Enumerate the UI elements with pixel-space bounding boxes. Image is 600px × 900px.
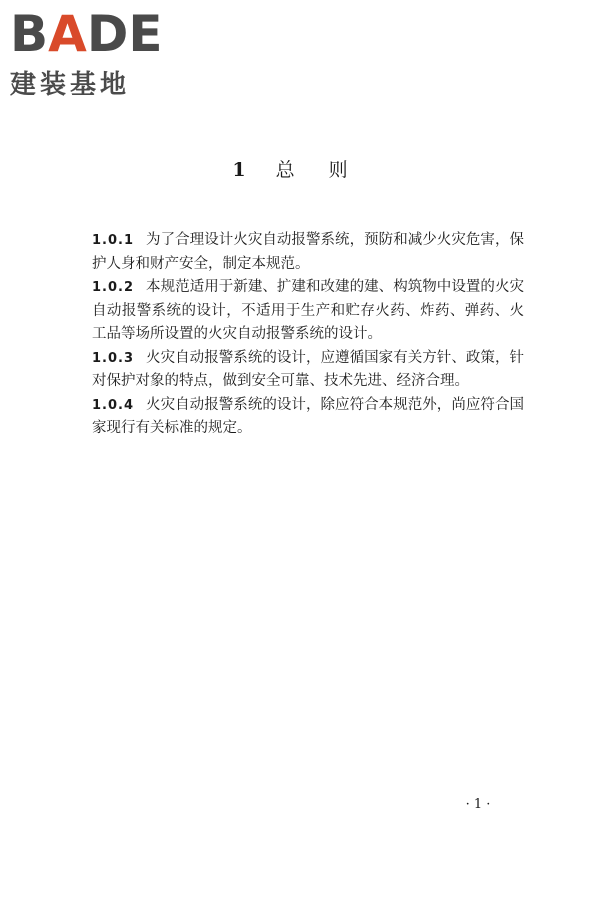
logo-letter-a-accent: A	[48, 5, 87, 63]
logo-letter-b: B	[10, 5, 49, 63]
clause-text: 本规范适用于新建、扩建和改建的建、构筑物中设置的火灾自动报警系统的设计，不适用于生产和贮存火药、炸药、弹药、火工品等场所设置的火灾自动报警系统的设计。	[92, 279, 524, 342]
clause-1-0-4	[92, 394, 524, 441]
clause-number: 1.0.2	[92, 280, 135, 295]
clause-number: 1.0.1	[92, 233, 135, 248]
chapter-number: 1	[232, 159, 246, 181]
logo-wordmark	[10, 6, 163, 62]
chapter-title	[0, 156, 600, 184]
page-number: · 1 ·	[465, 797, 491, 812]
clause-number: 1.0.4	[92, 397, 135, 413]
logo-subtitle: 建装基地	[10, 70, 131, 100]
logo-letters-de: DE	[86, 5, 163, 63]
clause-text: 火灾自动报警系统的设计，应遵循国家有关方针、政策，针对保护对象的特点，做到安全可靠、技术先进、经济合理。	[92, 349, 524, 389]
clause-number: 1.0.3	[92, 350, 135, 366]
chapter-title-part2: 则	[328, 159, 354, 181]
chapter-content	[92, 229, 524, 441]
clause-text: 为了合理设计火灾自动报警系统，预防和减少火灾危害，保护人身和财产安全，制定本规范。	[92, 232, 524, 272]
clause-1-0-1	[92, 229, 524, 276]
chapter-title-part1: 总	[275, 159, 301, 181]
clause-text: 火灾自动报警系统的设计，除应符合本规范外，尚应符合国家现行有关标准的规定。	[92, 396, 524, 436]
brand-logo	[10, 5, 180, 100]
clause-1-0-3	[92, 347, 524, 394]
clause-1-0-2	[92, 276, 524, 347]
